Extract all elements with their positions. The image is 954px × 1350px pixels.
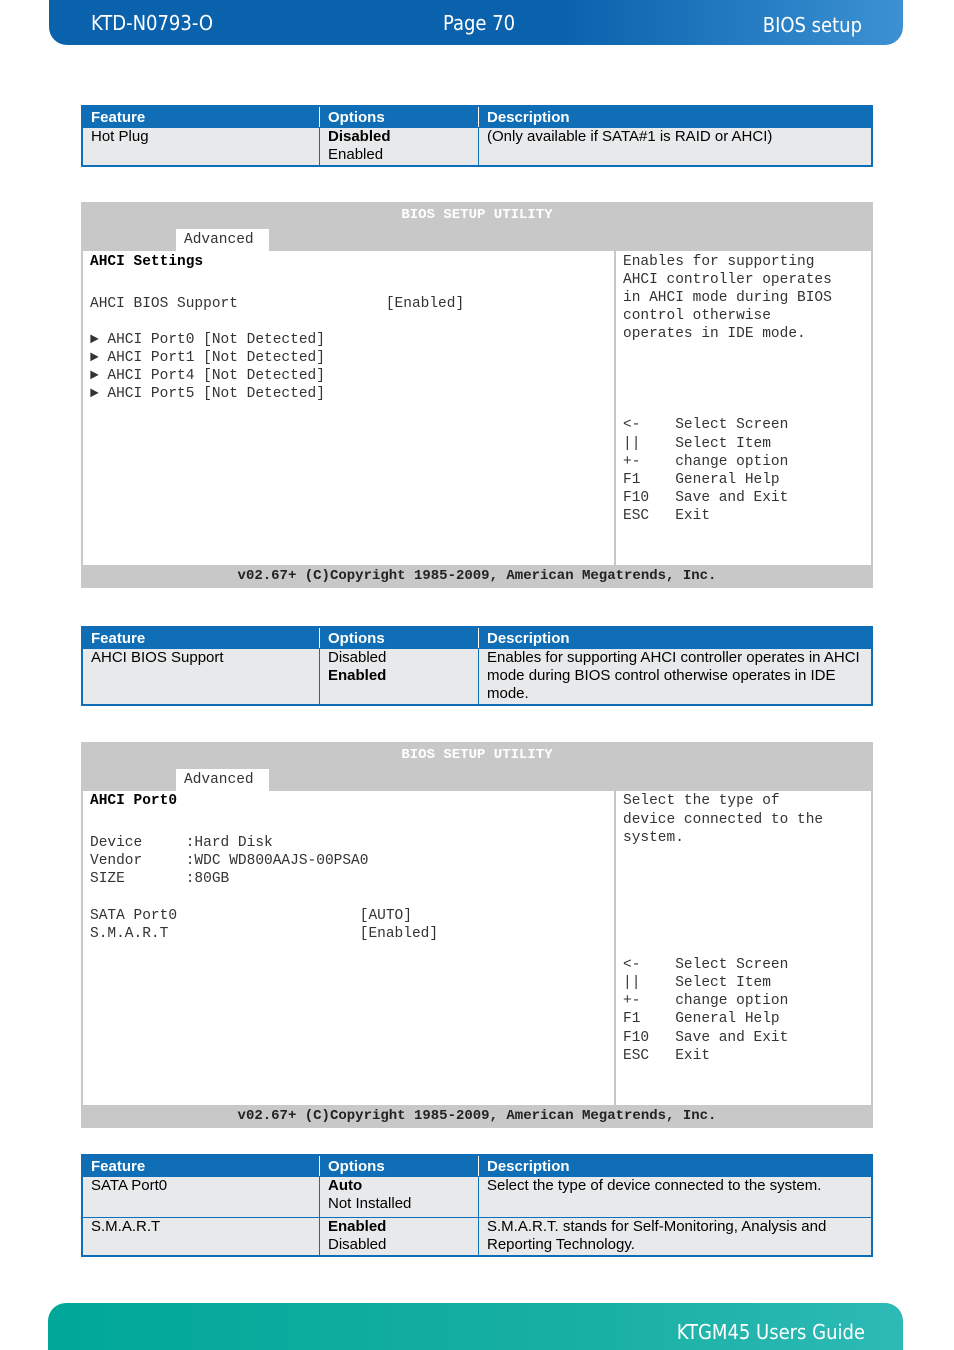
key-hint: || Select Item [623,436,771,452]
key-hint: F10 Save and Exit [623,1030,789,1046]
bios-main-pane [83,791,614,1105]
bios-option-sata-port0[interactable]: SATA Port0 [AUTO] [90,908,412,924]
bios-submenu-ahci-port1[interactable]: ► AHCI Port1 [Not Detected] [90,350,325,366]
options-header: Options [320,628,479,648]
option-default: Enabled [328,667,387,684]
table-header [83,628,871,648]
section-title: BIOS setup [762,13,862,37]
option: Not Installed [328,1195,412,1212]
options-cell [320,1177,479,1217]
option-default: Enabled [328,1218,387,1235]
description-cell: (Only available if SATA#1 is RAID or AHCI) [487,128,773,145]
feature-header: Feature [83,1156,320,1176]
bios-copyright: v02.67+ (C)Copyright 1985-2009, American Megatrends, Inc. [237,568,717,584]
key-hint: +- change option [623,454,789,470]
bios-title: BIOS SETUP UTILITY [401,207,553,223]
tab-advanced[interactable]: Advanced [176,229,269,251]
page-number: Page 70 [443,11,516,35]
key-hint: ESC Exit [623,508,711,524]
bios-screen-ahci-settings [81,202,873,588]
bios-copyright: v02.67+ (C)Copyright 1985-2009, American Megatrends, Inc. [237,1108,717,1124]
option: Enabled [328,146,384,163]
description-header: Description [487,109,570,126]
tab-advanced[interactable]: Advanced [176,769,269,791]
description-cell: S.M.A.R.T. stands for Self-Monitoring, Analysis and Reporting Technology. [487,1218,827,1253]
options-cell [320,649,479,704]
help-line: device connected to the [623,812,824,828]
hot-plug-table [81,105,873,167]
description-cell: Enables for supporting AHCI controller operates in AHCI mode during BIOS control otherwise operates in IDE mode. [487,649,860,702]
table-row [83,127,871,165]
bios-main-pane [83,251,614,565]
help-line: Enables for supporting [623,254,815,270]
document-id: KTD-N0793-O [91,11,214,35]
key-hint: || Select Item [623,975,771,991]
bios-submenu-ahci-port0[interactable]: ► AHCI Port0 [Not Detected] [90,332,325,348]
feature-cell: Hot Plug [83,128,320,165]
key-hint: F10 Save and Exit [623,490,789,506]
option-default: Auto [328,1177,363,1194]
bios-heading: AHCI Settings [90,254,204,270]
key-hint: +- change option [623,993,789,1009]
key-hint: <- Select Screen [623,417,789,433]
options-header: Options [320,107,479,127]
description-header: Description [487,630,570,647]
size-info: SIZE :80GB [90,871,230,887]
description-cell: Select the type of device connected to the system. [487,1177,822,1194]
bios-help-pane [616,251,871,565]
ahci-bios-support-table [81,626,873,706]
help-line: control otherwise [623,308,771,324]
option: Disabled [328,1236,387,1253]
guide-title: KTGM45 Users Guide [676,1320,865,1344]
table-row [83,1217,871,1255]
option: Disabled [328,649,387,666]
option-default: Disabled [328,128,391,145]
feature-cell: AHCI BIOS Support [83,649,320,704]
key-hint: F1 General Help [623,1011,780,1027]
bios-submenu-ahci-port5[interactable]: ► AHCI Port5 [Not Detected] [90,386,325,402]
page-header [49,0,903,45]
help-line: in AHCI mode during BIOS [623,290,832,306]
bios-option-smart[interactable]: S.M.A.R.T [Enabled] [90,926,439,942]
sata-port-table [81,1154,873,1257]
table-row [83,1176,871,1217]
options-cell [320,1218,479,1255]
table-header [83,1156,871,1176]
feature-header: Feature [83,107,320,127]
help-line: operates in IDE mode. [623,326,806,342]
help-line: Select the type of [623,793,780,809]
key-hint: F1 General Help [623,472,780,488]
help-line: system. [623,830,684,846]
feature-header: Feature [83,628,320,648]
key-hint: <- Select Screen [623,957,789,973]
bios-heading: AHCI Port0 [90,793,178,809]
device-info: Device :Hard Disk [90,835,273,851]
table-header [83,107,871,127]
description-header: Description [487,1158,570,1175]
vendor-info: Vendor :WDC WD800AAJS-00PSA0 [90,853,369,869]
bios-submenu-ahci-port4[interactable]: ► AHCI Port4 [Not Detected] [90,368,325,384]
bios-screen-ahci-port0 [81,742,873,1128]
feature-cell: SATA Port0 [83,1177,320,1217]
bios-title: BIOS SETUP UTILITY [401,747,553,763]
key-hint: ESC Exit [623,1048,711,1064]
options-cell [320,128,479,165]
bios-help-pane [616,791,871,1105]
help-line: AHCI controller operates [623,272,832,288]
bios-option-ahci-bios-support[interactable]: AHCI BIOS Support [Enabled] [90,296,465,312]
feature-cell: S.M.A.R.T [83,1218,320,1255]
options-header: Options [320,1156,479,1176]
table-row [83,648,871,704]
page-footer [48,1303,903,1350]
